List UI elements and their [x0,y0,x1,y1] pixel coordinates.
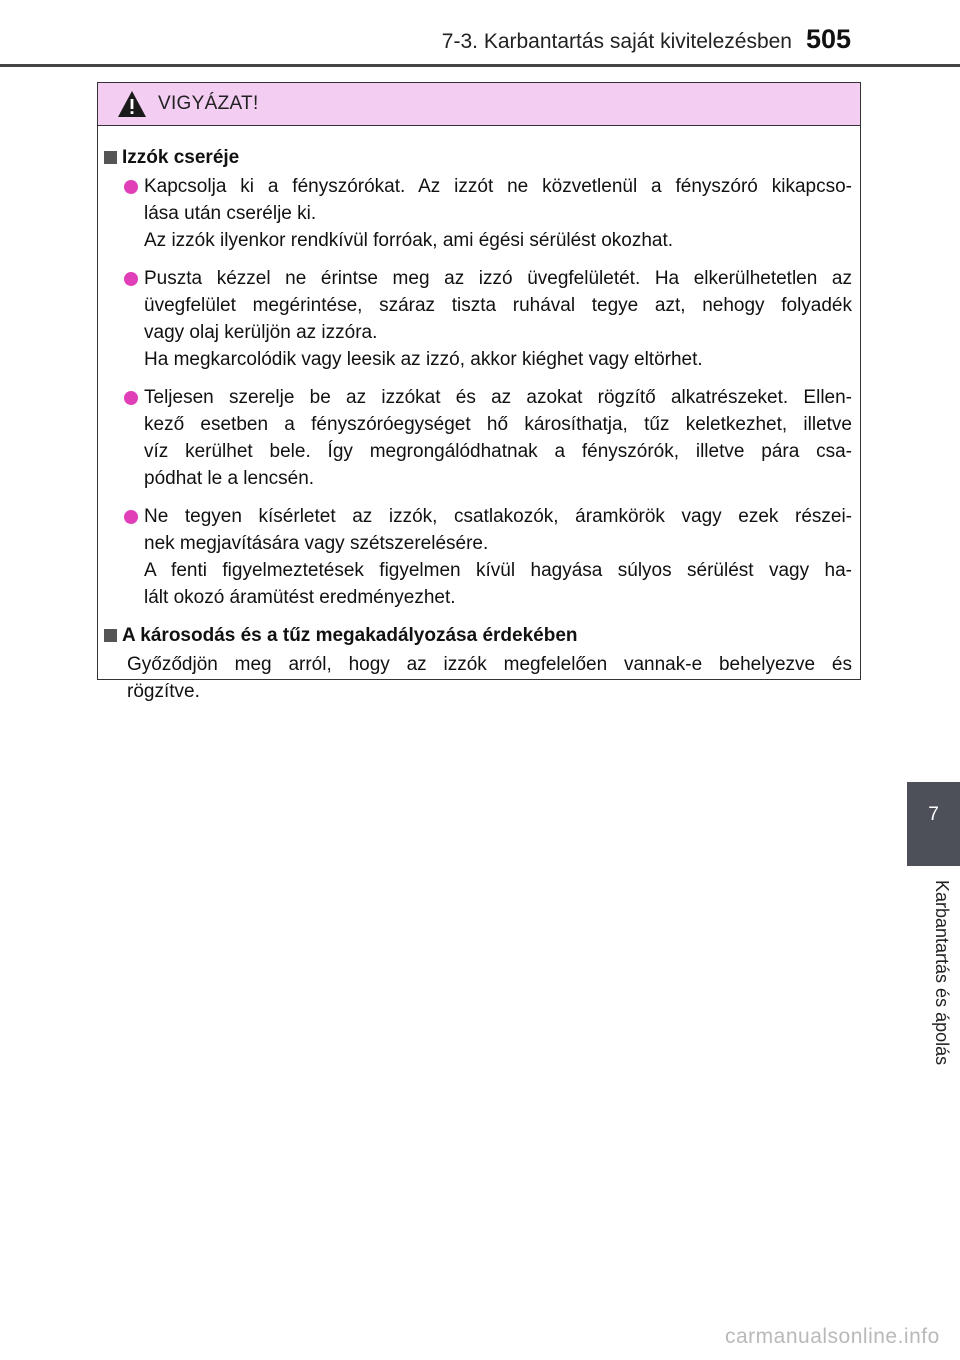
text-line: Ne tegyen kísérletet az izzók, csatlakozók, áramkörök vagy ezek részei- [144,506,852,527]
chapter-side-label: Karbantartás és ápolás [932,880,952,1066]
warning-box [97,82,861,702]
warning-body [98,126,860,705]
circle-bullet-icon [124,391,138,405]
text-line: lált okozó áramütést eredményezhet. [144,587,456,608]
header-divider [0,64,960,67]
text-line: vagy olaj kerüljön az izzóra. [144,322,378,343]
section-title-text: A károsodás és a tűz megakadályozása érdekében [122,625,578,646]
list-item [104,384,852,492]
chapter-tab [907,782,960,866]
text-line: A fenti figyelmeztetések figyelmen kívül hagyása súlyos sérülést vagy ha- [144,560,852,581]
page-number: 505 [806,24,852,54]
chapter-tab-number: 7 [928,804,939,825]
text-line: rögzítve. [127,681,200,702]
section-title-bulb-replacement [104,144,852,171]
text-line: üvegfelület megérintése, száraz tiszta ruhával tegye azt, nehogy folyadék [144,295,852,316]
section-title-fire-prevention [104,622,852,649]
text-line: lása után cserélje ki. [144,203,317,224]
text-line: Puszta kézzel ne érintse meg az izzó üvegfelületét. Ha elkerülhetetlen az [144,268,852,289]
section-title-text: Izzók cseréje [122,147,240,168]
text-line: Ha megkarcolódik vagy leesik az izzó, akkor kiéghet vagy eltörhet. [144,349,703,370]
watermark: carmanualsonline.info [725,1325,940,1348]
text-line: Teljesen szerelje be az izzókat és az azokat rögzítő alkatrészeket. Ellen- [144,387,852,408]
list-item [104,173,852,254]
text-line: Kapcsolja ki a fényszórókat. Az izzót ne közvetlenül a fényszóró kikapcso- [144,176,852,197]
warning-triangle-icon [117,90,147,118]
chapter-title: 7-3. Karbantartás saját kivitelezésben [441,30,792,53]
text-line: pódhat le a lencsén. [144,468,315,489]
text-line: víz kerülhet bele. Így megrongálódhatnak a fényszórók, illetve pára csa- [144,441,852,462]
warning-title: VIGYÁZAT! [158,93,259,114]
square-bullet-icon [104,151,117,164]
list-item [104,503,852,611]
text-line: kező esetben a fényszóróegységet hő károsíthatja, tűz keletkezhet, illetve [144,414,852,435]
text-line: nek megjavítására vagy szétszerelésére. [144,533,489,554]
warning-header [98,83,860,126]
section-paragraph [104,651,852,705]
circle-bullet-icon [124,510,138,524]
circle-bullet-icon [124,272,138,286]
list-item [104,265,852,373]
circle-bullet-icon [124,180,138,194]
square-bullet-icon [104,629,117,642]
text-line: Az izzók ilyenkor rendkívül forróak, ami égési sérülést okozhat. [144,230,674,251]
text-line: Győződjön meg arról, hogy az izzók megfelelően vannak-e behelyezve és [127,654,852,675]
